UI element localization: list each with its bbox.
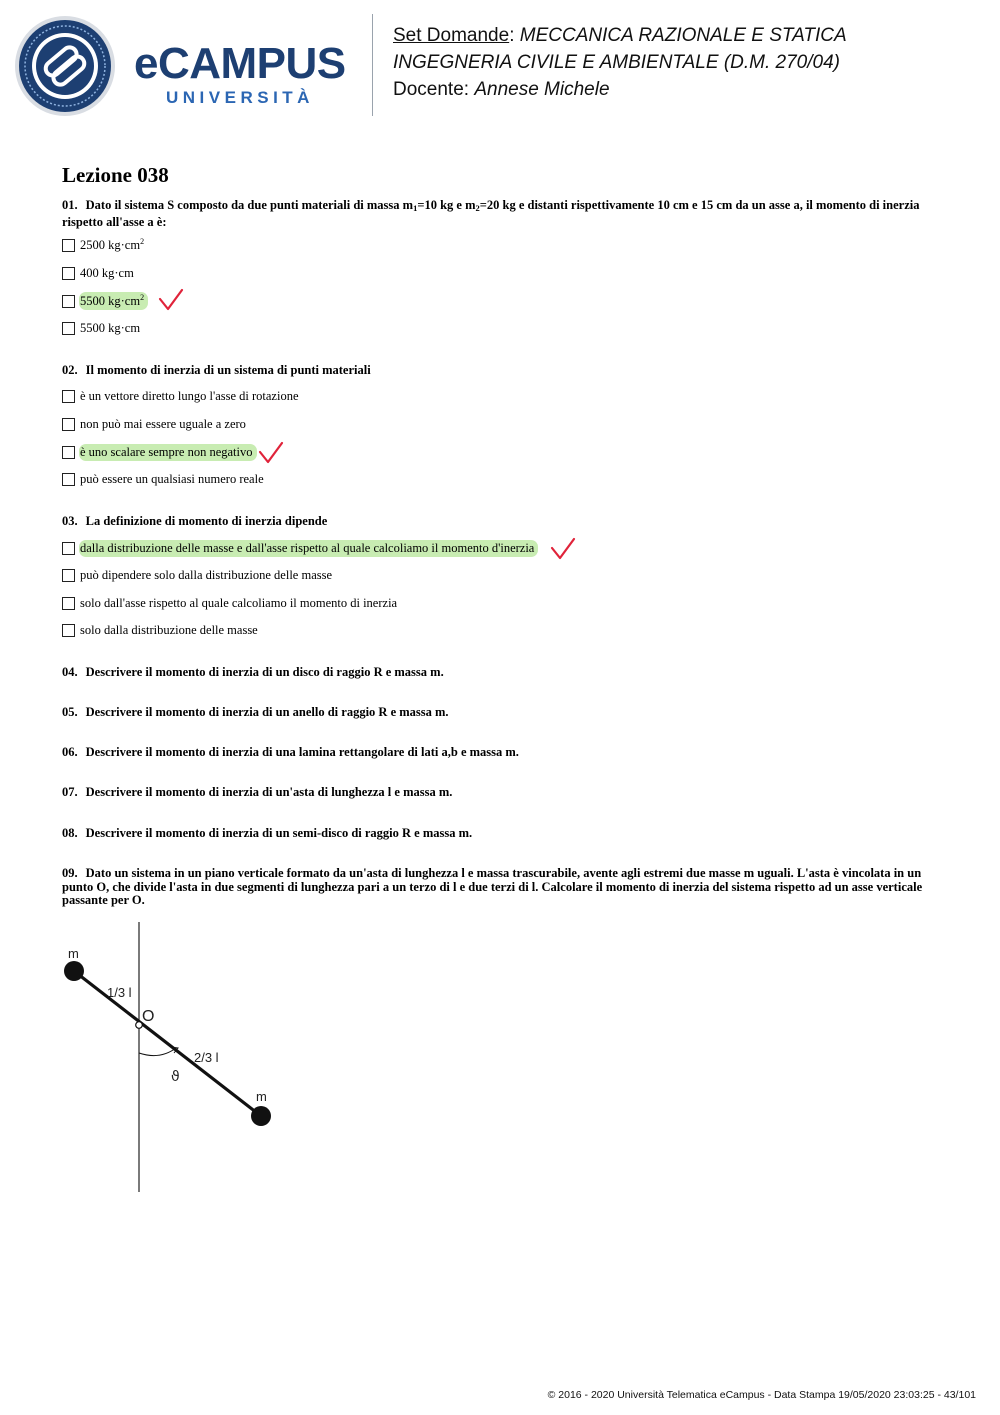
answer-text: solo dalla distribuzione delle masse (80, 622, 258, 637)
question-09 (62, 867, 940, 908)
set-label: Set Domande (393, 25, 510, 46)
answer-text: dalla distribuzione delle masse e dall'asse rispetto al quale calcoliamo il momento d'inerzia (79, 540, 538, 557)
header-divider (372, 14, 373, 116)
answer-text: può dipendere solo dalla distribuzione delle masse (80, 567, 333, 582)
answer-checkbox[interactable] (62, 597, 75, 610)
answer-checkbox[interactable] (62, 267, 75, 280)
teacher-name: Annese Michele (474, 79, 610, 100)
question-number: 06. (62, 745, 78, 759)
question-07 (62, 786, 940, 800)
answer-checkbox[interactable] (62, 418, 75, 431)
checkmark-icon (158, 287, 184, 313)
answer-checkbox[interactable] (62, 295, 75, 308)
answer-option[interactable] (62, 265, 138, 281)
answer-option[interactable] (62, 416, 250, 432)
question-06 (62, 746, 940, 760)
answer-base: 5500 kg·cm (80, 294, 141, 308)
teacher-label: Docente: (393, 79, 470, 100)
question-08 (62, 827, 940, 841)
superscript: 2 (140, 237, 145, 246)
answer-checkbox[interactable] (62, 239, 75, 252)
answer-checkbox[interactable] (62, 390, 75, 403)
answer-option[interactable] (62, 595, 401, 611)
label-angle: ϑ (171, 1069, 180, 1085)
question-text: Dato un sistema in un piano verticale formato da un'asta di lunghezza l e massa trascurabile, avente agli estremi due masse m uguali. L'asta è vincolata in un punto O, che divide l'asta in due segmenti di lunghezza pari a un terzo di l e due terzi di l. Calcolare il momento di inerzia del sistema rispetto ad un asse verticale passante per O. (62, 866, 923, 907)
question-number: 03. (62, 514, 78, 528)
question-number: 04. (62, 665, 78, 679)
answer-text: può essere un qualsiasi numero reale (80, 471, 264, 486)
answer-text (79, 292, 148, 310)
question-text: Descrivere il momento di inerzia di un disco di raggio R e massa m. (85, 665, 444, 679)
answer-base: 400 kg·cm (80, 265, 134, 280)
ecampus-wordmark (134, 39, 356, 112)
answer-checkbox[interactable] (62, 446, 75, 459)
label-segment-bottom: 2/3 l (194, 1050, 219, 1065)
label-segment-top: 1/3 l (107, 985, 132, 1000)
superscript: 2 (140, 293, 145, 302)
answer-text: non può mai essere uguale a zero (80, 416, 246, 431)
question-04 (62, 666, 940, 680)
question-number: 08. (62, 826, 78, 840)
question-03 (62, 515, 940, 529)
lesson-title: Lezione 038 (62, 163, 169, 187)
label-mass-bottom: m (256, 1089, 267, 1104)
mass-bottom (251, 1106, 271, 1126)
subscript: 2 (475, 203, 480, 213)
question-number: 05. (62, 705, 78, 719)
page-footer: © 2016 - 2020 Università Telematica eCampus - Data Stampa 19/05/2020 23:03:25 - 43/101 (547, 1389, 976, 1401)
answer-text: è uno scalare sempre non negativo (79, 444, 257, 461)
answer-option[interactable] (62, 388, 303, 404)
course-line-2: INGEGNERIA CIVILE E AMBIENTALE (D.M. 270/04) (393, 52, 840, 73)
answer-text (79, 320, 144, 337)
question-text: =10 kg e m (417, 198, 476, 212)
answer-option[interactable] (62, 622, 262, 638)
question-text: =20 kg e distanti rispettivamente 10 cm e 15 cm da un asse a, il momento di inerzia rispetto all'asse a è: (62, 198, 920, 229)
subscript: 1 (413, 203, 418, 213)
question-number: 02. (62, 363, 78, 377)
question-number: 09. (62, 866, 78, 880)
answer-option[interactable] (62, 567, 336, 583)
course-header: Set Domande: MECCANICA RAZIONALE E STATICA INGEGNERIA CIVILE E AMBIENTALE (D.M. 270/04) Docente: Annese Michele (393, 25, 847, 100)
brand-sub: UNIVERSITÀ (166, 88, 314, 107)
checkmark-icon (258, 440, 284, 466)
question-text: Dato il sistema S composto da due punti materiali di massa m (85, 198, 414, 212)
question-number: 01. (62, 198, 78, 212)
answer-text: solo dall'asse rispetto al quale calcoliamo il momento di inerzia (80, 595, 398, 610)
answer-option-correct[interactable] (62, 293, 148, 309)
question-text: Descrivere il momento di inerzia di un'asta di lunghezza l e massa m. (85, 785, 453, 799)
answer-option[interactable] (62, 471, 268, 487)
answer-checkbox[interactable] (62, 322, 75, 335)
course-line-1: MECCANICA RAZIONALE E STATICA (519, 25, 847, 46)
question-text: Descrivere il momento di inerzia di un semi-disco di raggio R e massa m. (85, 826, 473, 840)
angle-arc (139, 1048, 176, 1056)
question-text: Descrivere il momento di inerzia di una lamina rettangolare di lati a,b e massa m. (85, 745, 519, 759)
answer-checkbox[interactable] (62, 542, 75, 555)
answer-text: è un vettore diretto lungo l'asse di rotazione (80, 388, 299, 403)
answer-checkbox[interactable] (62, 624, 75, 637)
answer-option-correct[interactable] (62, 444, 257, 460)
answer-option[interactable] (62, 320, 144, 336)
brand-word: eCAMPUS (134, 39, 346, 88)
question-text: La definizione di momento di inerzia dipende (85, 514, 328, 528)
answer-checkbox[interactable] (62, 569, 75, 582)
label-mass-top: m (68, 946, 79, 961)
checkmark-icon (550, 536, 576, 562)
answer-option[interactable] (62, 237, 148, 253)
question-05 (62, 706, 940, 720)
answer-text (79, 236, 148, 254)
question-text: Il momento di inerzia di un sistema di punti materiali (85, 363, 371, 377)
question-01 (62, 199, 940, 229)
answer-base: 2500 kg·cm (80, 238, 141, 252)
answer-option-correct[interactable] (62, 540, 538, 556)
label-pivot: O (142, 1008, 155, 1025)
rod-pendulum-figure (60, 920, 290, 1195)
answer-checkbox[interactable] (62, 473, 75, 486)
ecampus-seal-logo (14, 15, 116, 117)
question-number: 07. (62, 785, 78, 799)
answer-base: 5500 kg·cm (80, 320, 141, 335)
question-text: Descrivere il momento di inerzia di un anello di raggio R e massa m. (85, 705, 449, 719)
mass-top (64, 961, 84, 981)
answer-text (79, 265, 138, 282)
rod (74, 971, 261, 1116)
question-02 (62, 364, 940, 378)
